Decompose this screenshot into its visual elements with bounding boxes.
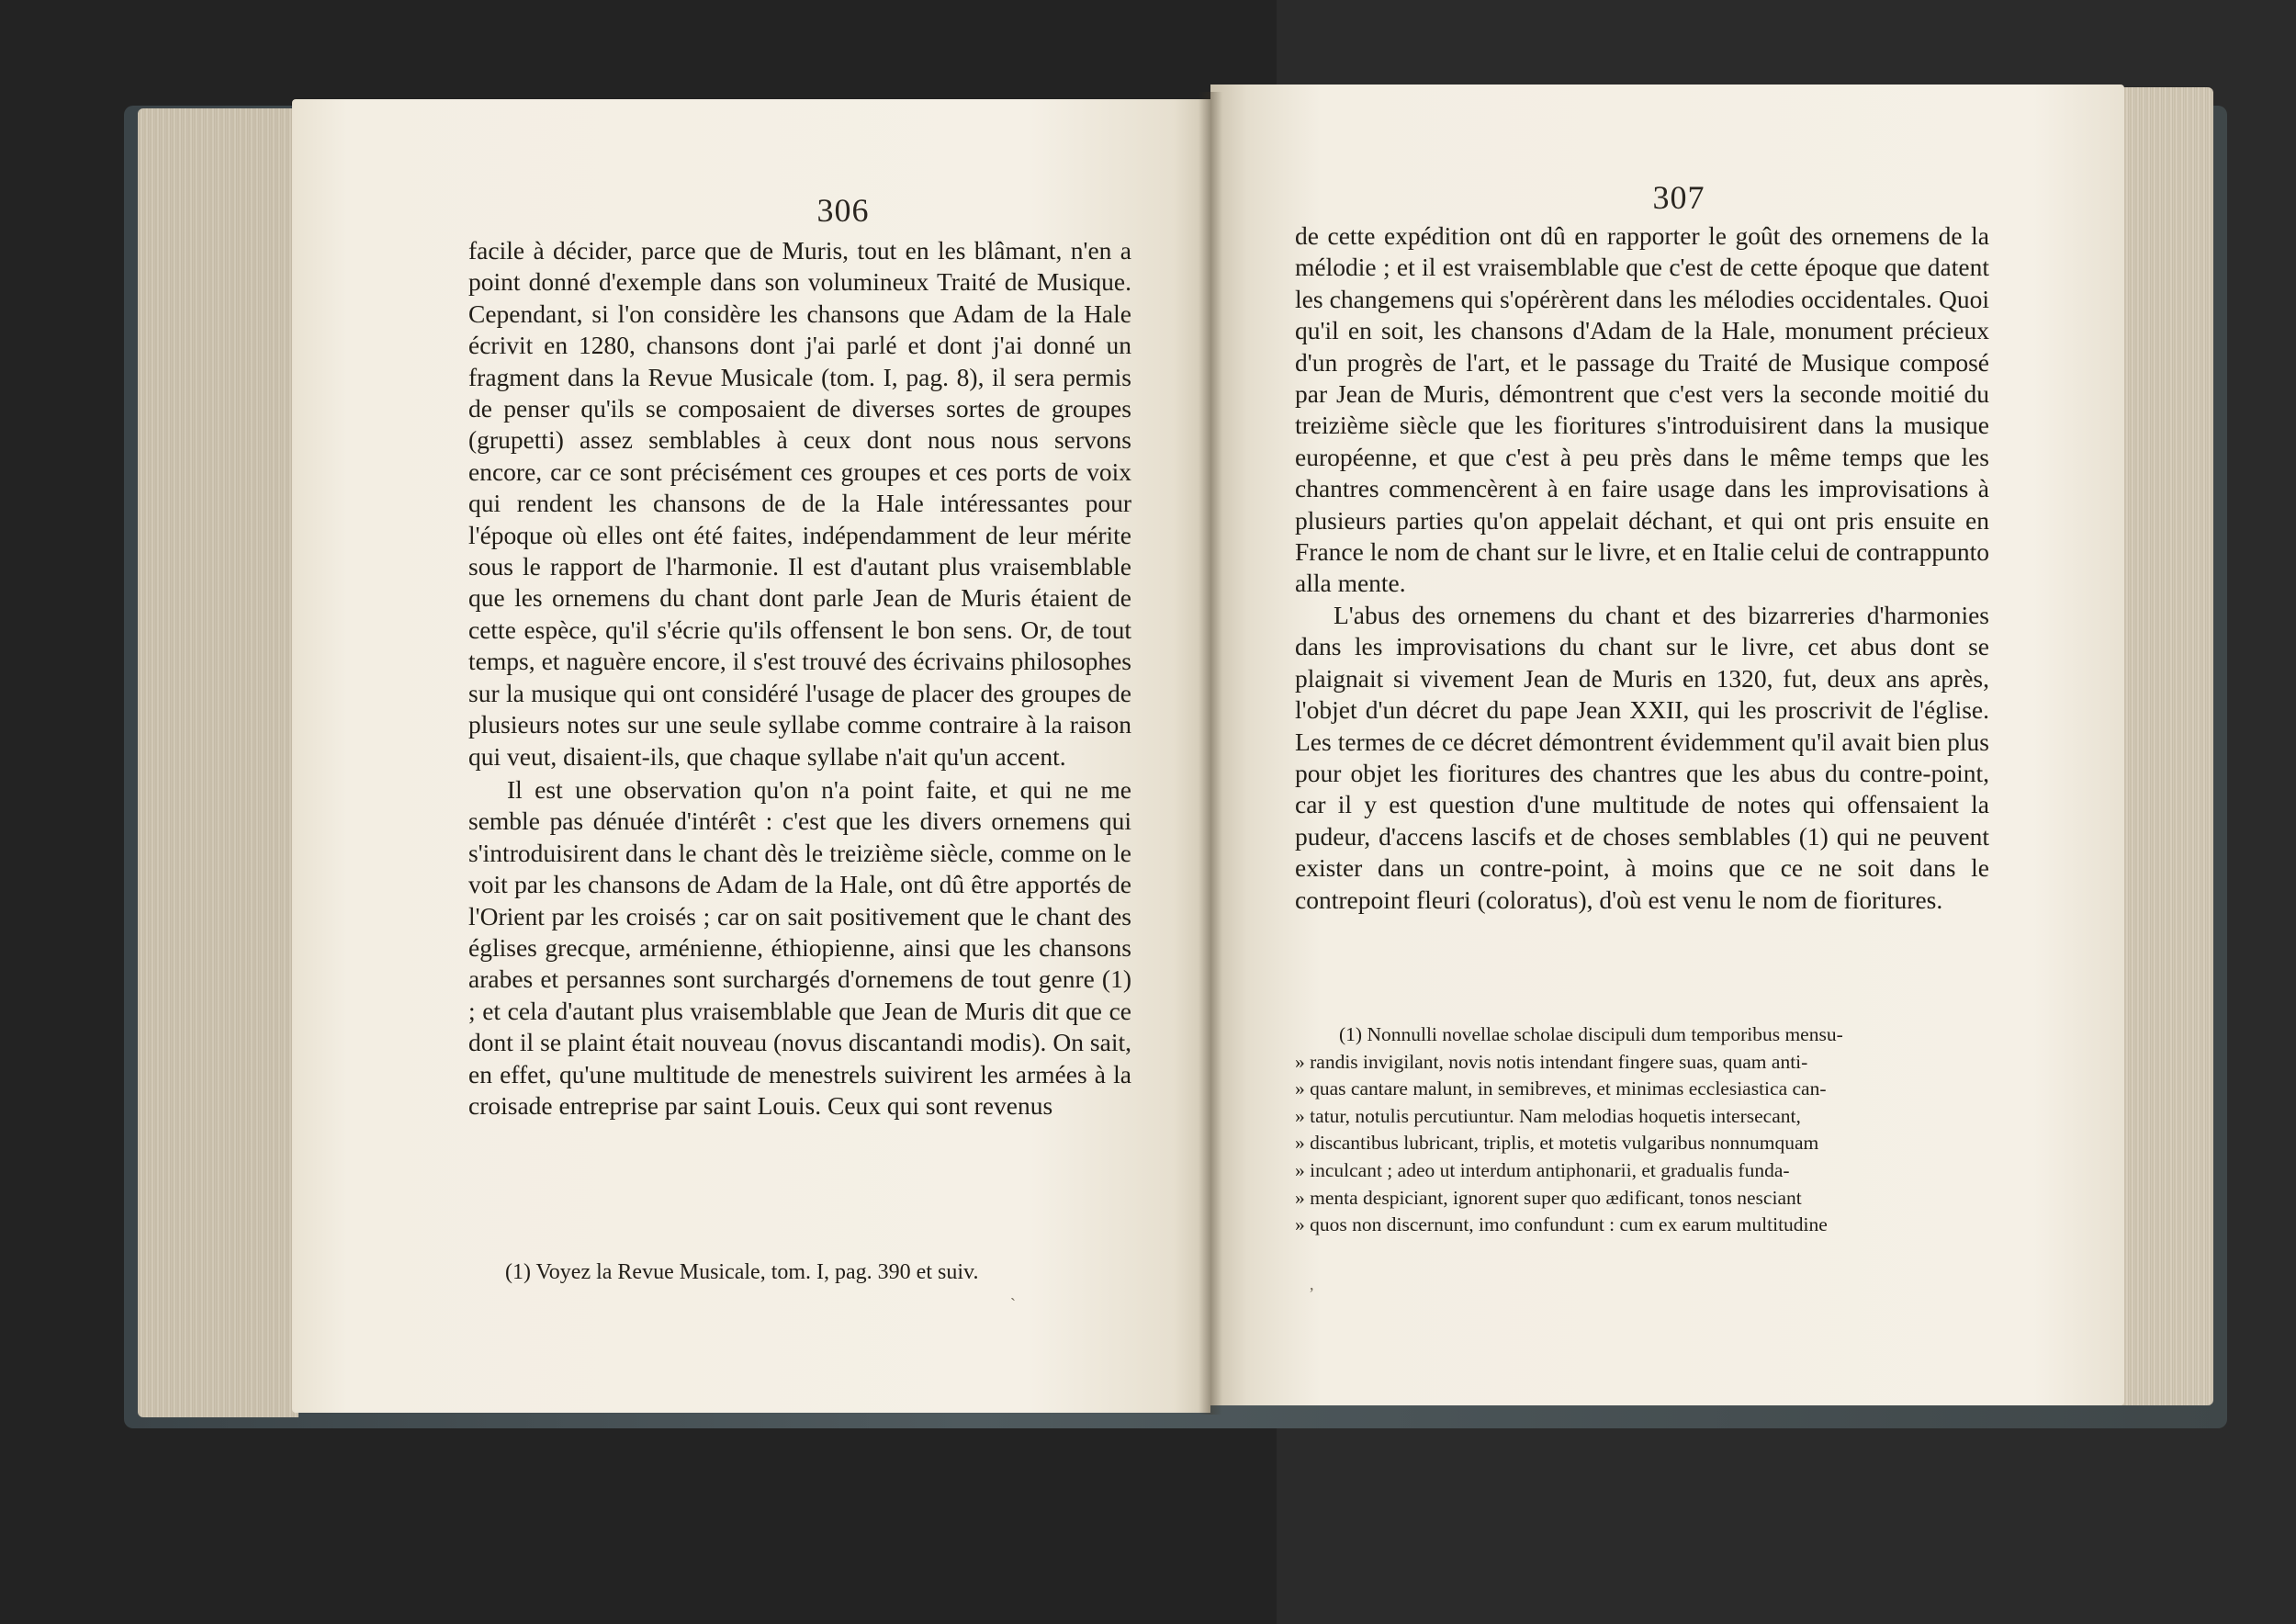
footnote-line: » inculcant ; adeo ut interdum antiphonarii, et gradualis funda-	[1295, 1158, 1790, 1181]
right-footnote	[1295, 1021, 1989, 1239]
left-footnote: (1) Voyez la Revue Musicale, tom. I, pag. 390 et suiv.	[505, 1260, 979, 1284]
footnote-line: » tatur, notulis percutiuntur. Nam melodias hoquetis intersecant,	[1295, 1104, 1801, 1127]
page-edges-left	[138, 108, 298, 1417]
footnote-line: » randis invigilant, novis notis intendant fingere suas, quam anti-	[1295, 1050, 1808, 1073]
right-paragraph-2: L'abus des ornemens du chant et des bizarreries d'harmonies dans les improvisations du chant sur le livre, cet abus dont se plaignait si vivement Jean de Muris en 1320, fut, deux ans après, l'objet d'un décret du pape Jean XXII, qui les proscrivit de l'église. Les termes de ce décret démontrent évidemment qu'il avait bien plus pour objet les fioritures des chantres que les abus du contre-point, car il y est question d'une multitude de notes qui offensaient la pudeur, d'accens lascifs et de choses semblables (1) qui ne peuvent exister dans un contre-point, à moins que ce ne soit dans le contrepoint fleuri (coloratus), d'où est venu le nom de fioritures.	[1295, 600, 1989, 914]
left-page	[292, 99, 1210, 1413]
left-paragraph-1: facile à décider, parce que de Muris, tout en les blâmant, n'en a point donné d'exemple dans son volumineux Traité de Musique. Cependant, si l'on considère les chansons que Adam de la Hale écrivit en 1280, chansons dont j'ai parlé et dont j'ai donné un fragment dans la Revue Musicale (tom. I, pag. 8), il sera permis de penser qu'ils se composaient de diverses sortes de groupes (grupetti) assez semblables à ceux dont nous nous servons encore, car ce sont précisément ces groupes et ces ports de voix qui rendent les chansons de de la Hale intéressantes pour l'époque où elles ont été faites, indépendamment de leur mérite sous le rapport de l'harmonie. Il est d'autant plus vraisemblable que les ornemens du chant dont parle Jean de Muris étaient de cette espèce, qu'il s'écrie qu'ils offensent le bon sens. Or, de tout temps, et naguère encore, il s'est trouvé des écrivains philosophes sur la musique qui ont considéré l'usage de placer des groupes de plusieurs notes sur une seule syllabe comme contraire à la raison qui veut, disaient-ils, que chaque syllabe n'ait qu'un accent.	[468, 236, 1131, 771]
stray-mark: `	[1010, 1295, 1016, 1314]
footnote-line: » menta despiciant, ignorent super quo ædificant, tonos nesciant	[1295, 1186, 1802, 1209]
page-number-right: 307	[1652, 179, 1705, 216]
left-paragraph-2: Il est une observation qu'on n'a point faite, et qui ne me semble pas dénuée d'intérêt : c'est que les divers ornemens qui s'introduisirent dans le chant dès le treizième siècle, comme on le voit par les chansons de Adam de la Hale, ont dû être apportés de l'Orient par les croisés ; car on sait positivement que le chant des églises grecque, arménienne, éthiopienne, ainsi que les chansons arabes et persannes sont surchargés d'ornemens de tout genre (1) ; et cela d'autant plus vraisemblable que Jean de Muris dit que ce dont il se plaint était nouveau (novus discantandi modis). On sait, en effet, qu'une multitude de menestrels suivirent les armées à la croisade entreprise par saint Louis. Ceux qui sont revenus	[468, 774, 1131, 1120]
left-page-body	[468, 235, 1131, 1122]
right-page-body	[1295, 220, 1989, 916]
footnote-line: » quos non discernunt, imo confundunt : cum ex earum multitudine	[1295, 1213, 1828, 1236]
page-edges-right	[2112, 87, 2213, 1405]
stray-mark: ,	[1310, 1275, 1314, 1293]
footnote-line: » quas cantare malunt, in semibreves, et minimas ecclesiastica can-	[1295, 1077, 1827, 1100]
footnote-line: (1) Nonnulli novellae scholae discipuli dum temporibus mensu-	[1339, 1023, 1843, 1045]
right-paragraph-1: de cette expédition ont dû en rapporter le goût des ornemens de la mélodie ; et il est vraisemblable que c'est de cette époque que datent les changemens qui s'opérèrent dans les mélodies occidentales. Quoi qu'il en soit, les chansons d'Adam de la Hale, monument précieux d'un progrès de l'art, et le passage du Traité de Musique composé par Jean de Muris, démontrent que c'est vers la seconde moitié du treizième siècle que les fioritures s'introduisirent dans la musique européenne, et que c'est à peu près dans le même temps que les chantres commencèrent à en faire usage dans les improvisations à plusieurs parties qu'on appelait déchant, et qui ont pris ensuite en France le nom de chant sur le livre, et en Italie celui de contrappunto alla mente.	[1295, 221, 1989, 598]
footnote-line: » discantibus lubricant, triplis, et motetis vulgaribus nonnumquam	[1295, 1132, 1819, 1155]
book-gutter	[1199, 92, 1222, 1415]
right-page	[1210, 85, 2124, 1405]
page-number-left: 306	[816, 192, 870, 229]
